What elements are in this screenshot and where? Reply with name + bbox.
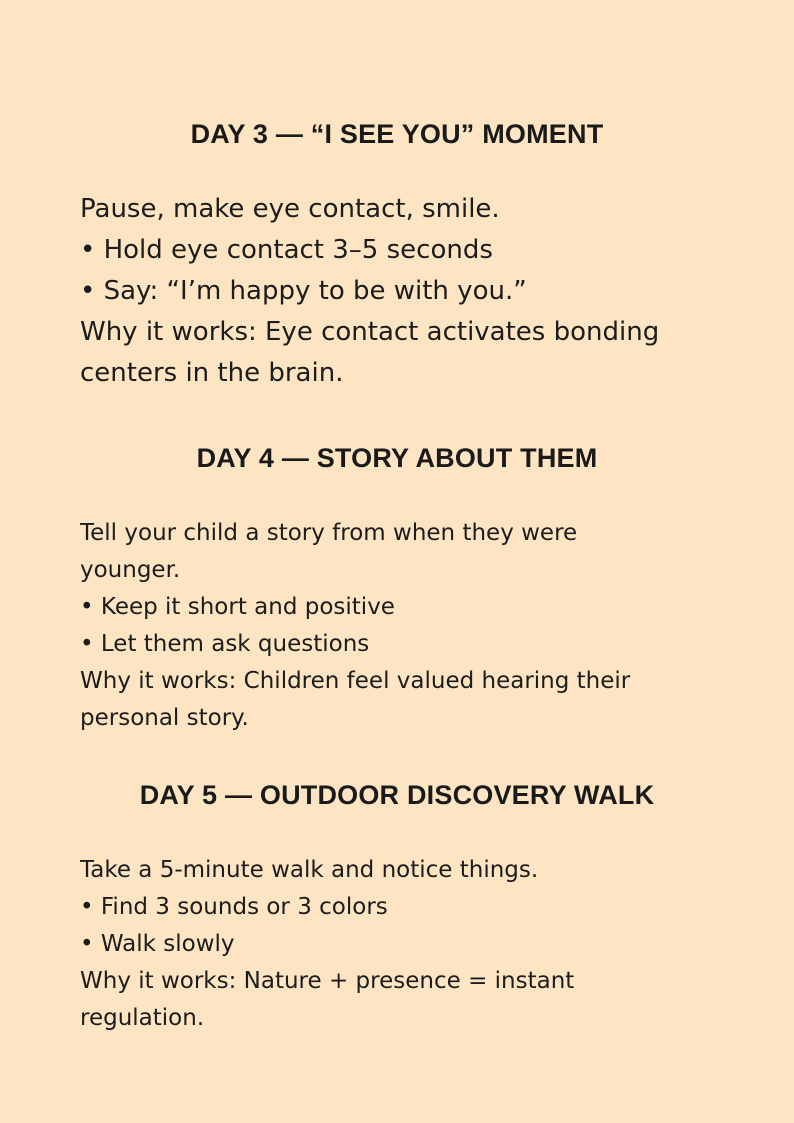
day-4-intro-line-1: Tell your child a story from when they were <box>80 520 578 546</box>
day-5-heading: DAY 5 — OUTDOOR DISCOVERY WALK <box>139 780 655 810</box>
day-3-intro: Pause, make eye contact, smile. <box>80 194 500 224</box>
day-3-why-line-2: centers in the brain. <box>80 358 344 388</box>
day-5-bullet-1: • Find 3 sounds or 3 colors <box>80 894 388 920</box>
day-3-body <box>80 189 714 394</box>
day-4-intro-line-2: younger. <box>80 557 181 583</box>
day-3-bullet-1: • Hold eye contact 3–5 seconds <box>80 235 493 265</box>
day-5-body <box>80 852 714 1037</box>
day-3-section <box>80 119 714 394</box>
day-4-body <box>80 515 714 737</box>
day-5-why-line-1: Why it works: Nature + presence = instant <box>80 968 575 994</box>
day-3-why-line-1: Why it works: Eye contact activates bonding <box>80 317 660 347</box>
day-4-bullet-2: • Let them ask questions <box>80 631 370 657</box>
day-3-heading: DAY 3 — “I SEE YOU” MOMENT <box>190 119 604 149</box>
day-4-heading: DAY 4 — STORY ABOUT THEM <box>196 443 598 473</box>
day-5-section <box>80 780 714 1037</box>
day-5-intro: Take a 5-minute walk and notice things. <box>80 857 539 883</box>
day-5-why-line-2: regulation. <box>80 1005 205 1031</box>
day-4-why-line-1: Why it works: Children feel valued hearing their <box>80 668 631 694</box>
day-3-bullet-2: • Say: “I’m happy to be with you.” <box>80 276 527 306</box>
day-4-section <box>80 443 714 737</box>
day-5-bullet-2: • Walk slowly <box>80 931 235 957</box>
day-4-why-line-2: personal story. <box>80 705 249 731</box>
day-4-bullet-1: • Keep it short and positive <box>80 594 395 620</box>
